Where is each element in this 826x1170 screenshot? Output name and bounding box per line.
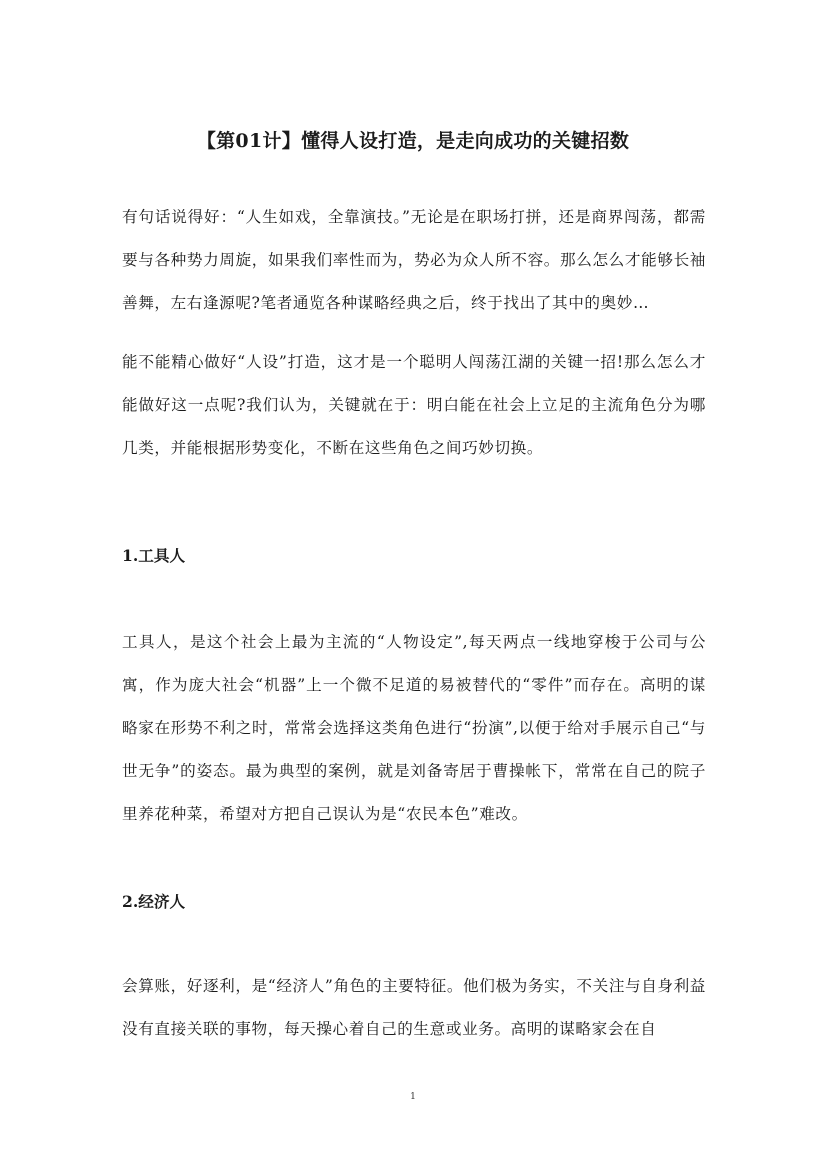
section-heading-economic-person: 2.经济人	[122, 892, 186, 911]
key-paragraph: 能不能精心做好“人设”打造，这才是一个聪明人闯荡江湖的关键一招!那么怎么才能做好这一点呢?我们认为，关键就在于：明白能在社会上立足的主流角色分为哪几类，并能根据形势变化，不断在这些角色之间巧妙切换。	[122, 353, 706, 457]
section-body-economic-person: 会算账，好逐利，是“经济人”角色的主要特征。他们极为务实，不关注与自身利益没有直接关联的事物，每天操心着自己的生意或业务。高明的谋略家会在自	[122, 977, 706, 1038]
document-title: 【第01计】懂得人设打造，是走向成功的关键招数	[196, 129, 630, 152]
section-heading-tool-person: 1.工具人	[122, 546, 186, 565]
intro-paragraph: 有句话说得好：“人生如戏，全靠演技。”无论是在职场打拼，还是商界闯荡，都需要与各种势力周旋，如果我们率性而为，势必为众人所不容。那么怎么才能够长袖善舞，左右逢源呢?笔者通览各种谋略经典之后，终于找出了其中的奥妙…	[122, 208, 706, 312]
section-body-tool-person: 工具人，是这个社会上最为主流的“人物设定”,每天两点一线地穿梭于公司与公寓，作为庞大社会“机器”上一个微不足道的易被替代的“零件”而存在。高明的谋略家在形势不利之时，常常会选择这类角色进行“扮演”,以便于给对手展示自己“与世无争”的姿态。最为典型的案例，就是刘备寄居于曹操帐下，常常在自己的院子里养花种菜，希望对方把自己误认为是“农民本色”难改。	[122, 633, 706, 823]
page-number: 1	[410, 1092, 416, 1102]
